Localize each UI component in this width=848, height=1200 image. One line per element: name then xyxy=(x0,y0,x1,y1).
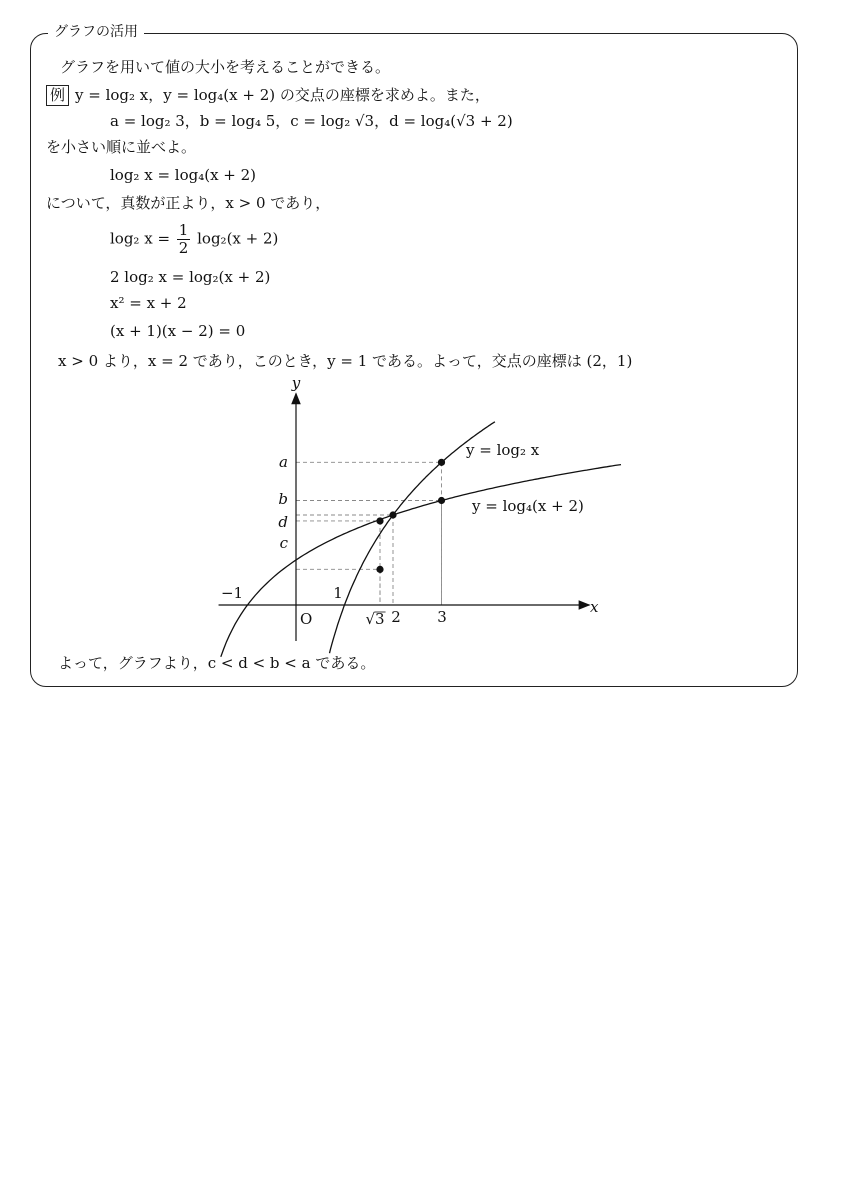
fraction-denominator: 2 xyxy=(178,239,189,257)
box-title: グラフの活用 xyxy=(48,22,144,42)
point-a xyxy=(438,459,445,466)
y-axis-label: y xyxy=(291,374,301,392)
condition-text: について，真数が正より，x > 0 であり， xyxy=(46,194,331,212)
series-label-log2: y = log₂ x xyxy=(466,441,540,459)
point-b xyxy=(438,497,445,504)
point-d xyxy=(376,517,383,524)
equation-3: 2 log₂ x = log₂(x + 2) xyxy=(110,268,271,286)
x-axis-label: x xyxy=(590,598,599,616)
point-intersection xyxy=(389,511,396,518)
equation-5: (x + 1)(x − 2) = 0 xyxy=(110,322,246,340)
graph-labels xyxy=(221,374,599,628)
y-tick-label-a: a xyxy=(279,453,288,471)
equation-1: log₂ x = log₄(x + 2) xyxy=(110,166,257,184)
equation-2-left: log₂ x = xyxy=(110,229,171,248)
x-tick-label-2: 2 xyxy=(391,608,401,626)
x-tick-label-neg1: −1 xyxy=(220,584,244,602)
series-label-log4: y = log₄(x + 2) xyxy=(472,497,584,515)
intro-text: グラフを用いて値の大小を考えることができる。 xyxy=(60,58,391,76)
x-tick-label-3: 3 xyxy=(437,608,447,626)
y-tick-label-b: b xyxy=(278,490,288,508)
equation-2-right: log₂(x + 2) xyxy=(197,229,279,248)
problem-line-3: を小さい順に並べよ。 xyxy=(46,138,197,156)
conclusion-text: よって，グラフより，c < d < b < a である。 xyxy=(58,654,376,672)
origin-label: O xyxy=(300,610,313,628)
x-tick-label-sqrt3: √3 xyxy=(365,610,385,628)
x-tick-label-1: 1 xyxy=(333,584,343,602)
problem-text-1: y = log₂ x，y = log₄(x + 2) の交点の座標を求めよ。また， xyxy=(75,86,490,104)
point-c xyxy=(376,566,383,573)
equation-4: x² = x + 2 xyxy=(110,294,187,312)
y-tick-label-d: d xyxy=(278,513,288,531)
example-label: 例 xyxy=(46,85,69,106)
points xyxy=(376,459,445,573)
fraction-numerator: 1 xyxy=(178,221,189,239)
y-tick-label-c: c xyxy=(279,534,288,552)
problem-line-2: a = log₂ 3，b = log₄ 5，c = log₂ √3，d = log₄(√3 + 2) xyxy=(110,112,513,130)
result-text: x > 0 より，x = 2 であり，このとき，y = 1 である。よって，交点の座標は (2，1) xyxy=(58,352,633,370)
